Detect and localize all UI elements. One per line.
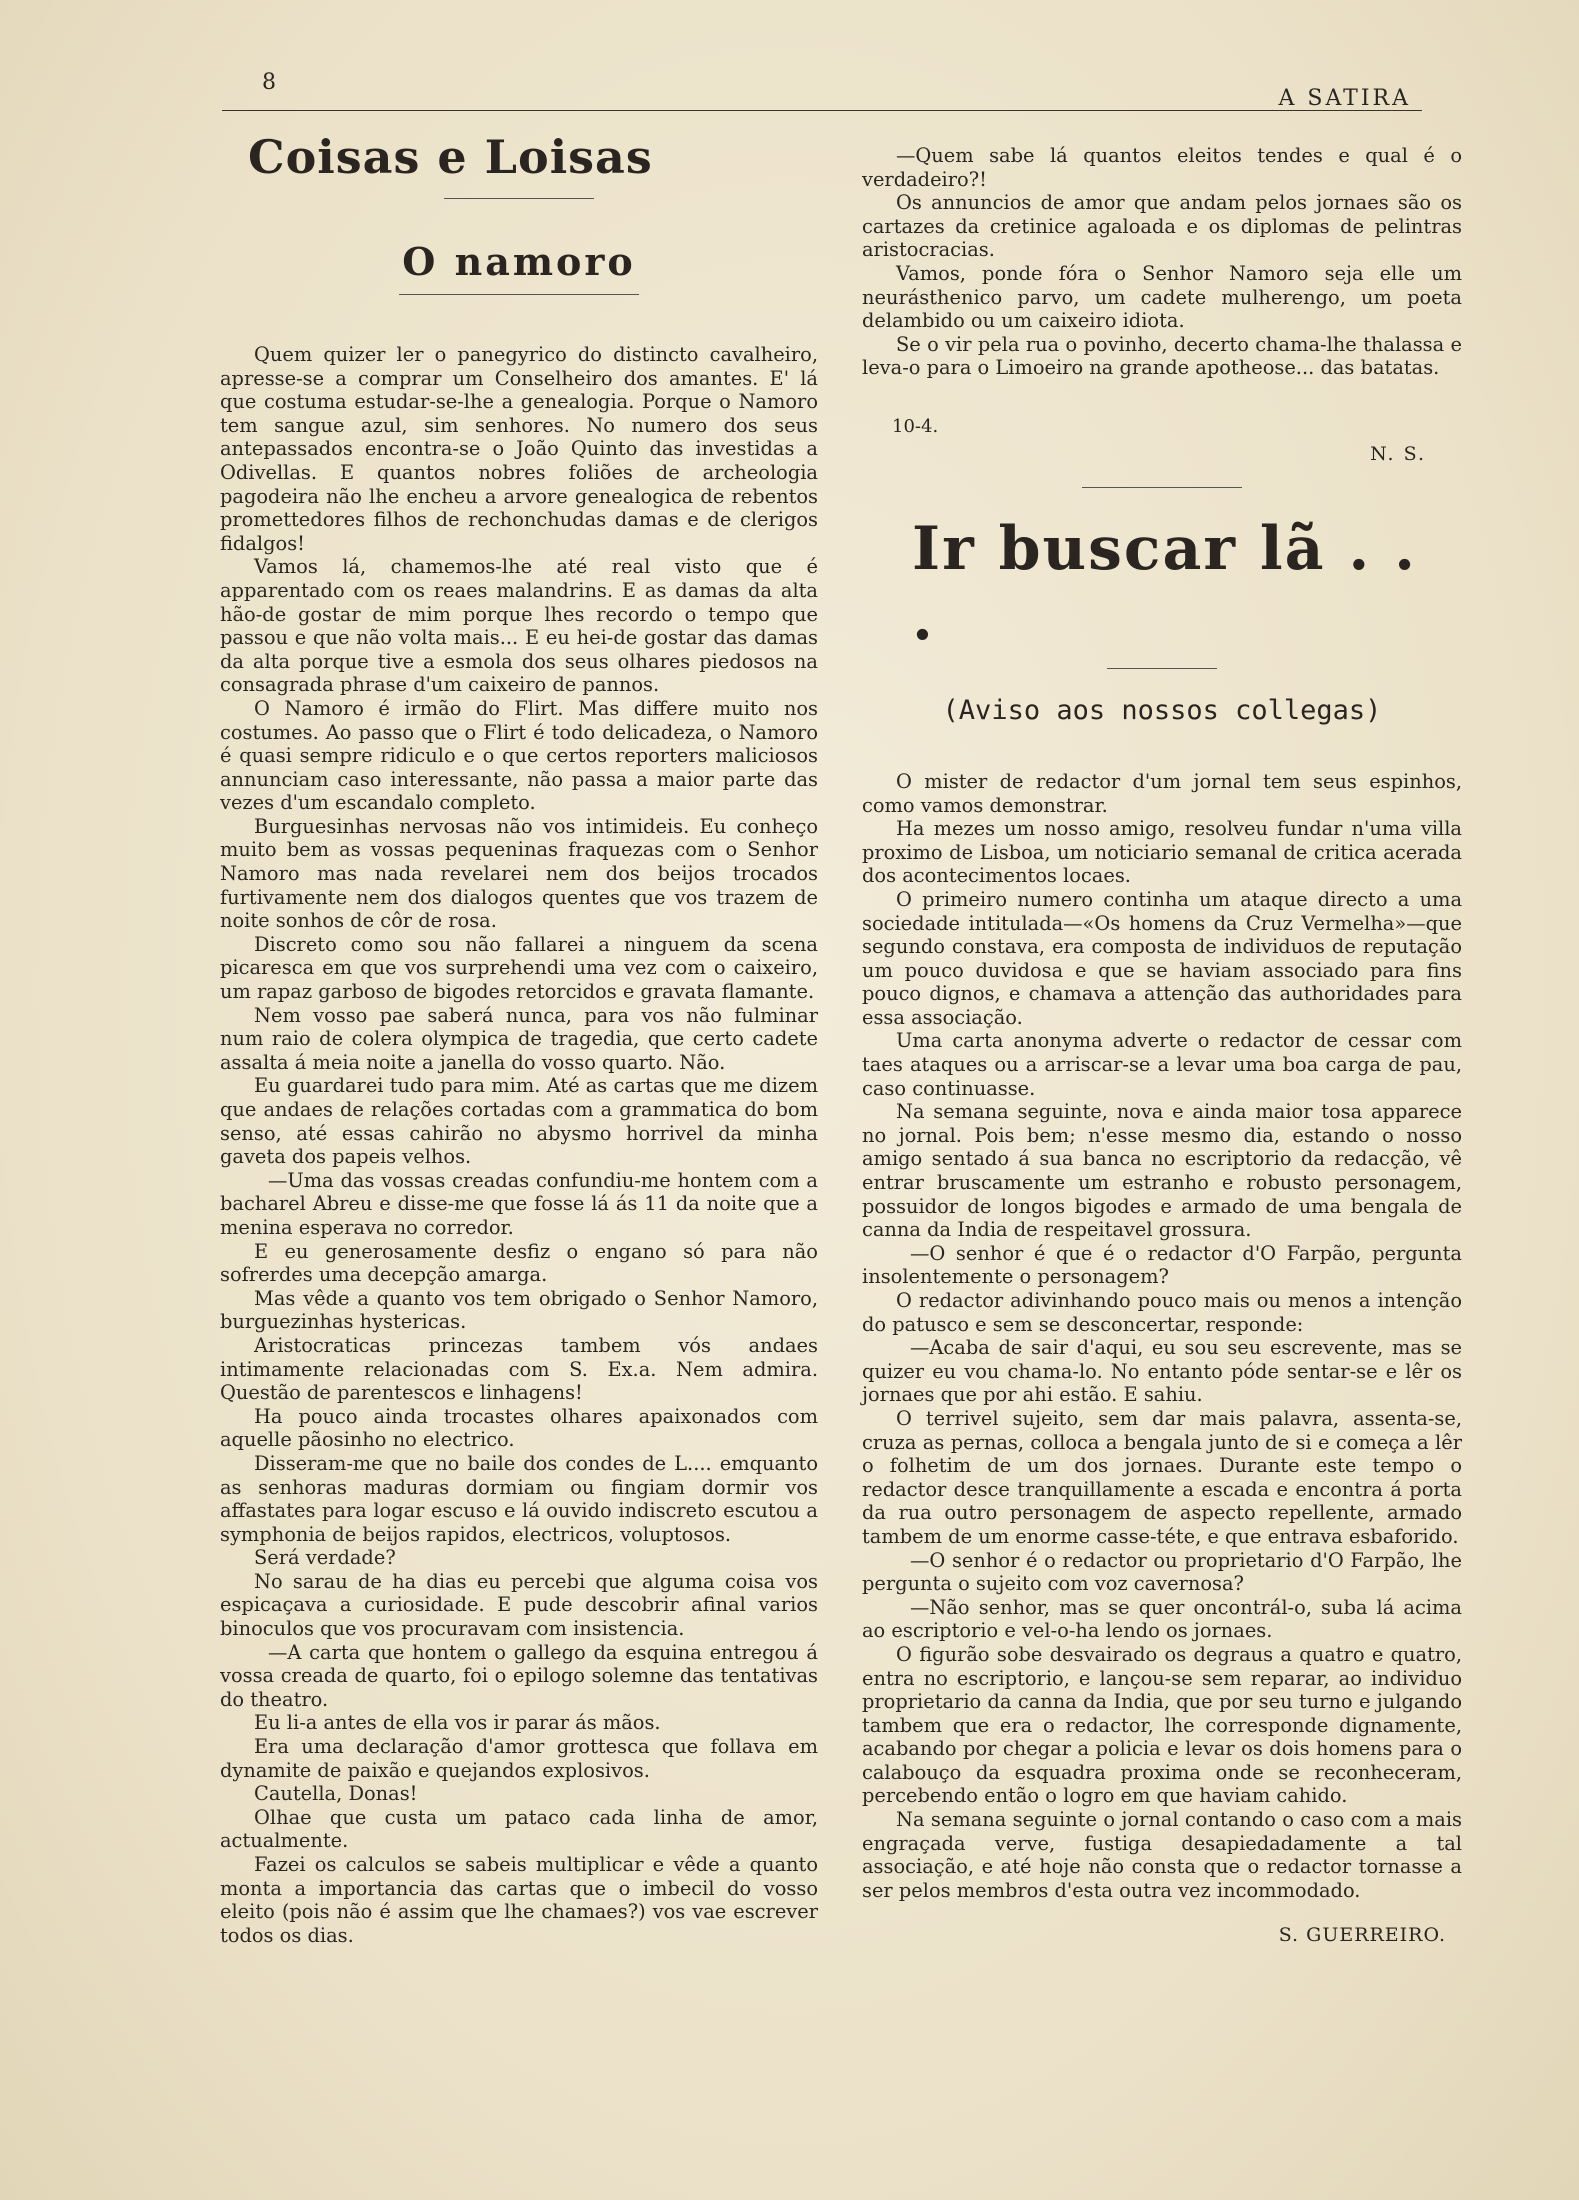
paragraph: Nem vosso pae saberá nunca, para vos não fulminar num raio de colera olympica de tragedia, que certo cadete assalta á meia noite a janella do vosso quarto. Não. bbox=[220, 1003, 818, 1074]
paragraph: Mas vêde a quanto vos tem obrigado o Senhor Namoro, burguezinhas hystericas. bbox=[220, 1286, 818, 1334]
paragraph: O redactor adivinhando pouco mais ou menos a intenção do patusco e sem se desconcertar, responde: bbox=[862, 1289, 1462, 1336]
paragraph: —O senhor é o redactor ou proprietario d'O Farpão, lhe pergunta o sujeito com voz cavernosa? bbox=[862, 1548, 1462, 1596]
paragraph: Fazei os calculos se sabeis multiplicar e vêde a quanto monta a importancia das cartas que o imbecil do vosso eleito (pois não é assim que lhe chamaes?) vos vae escrever todos os dias. bbox=[220, 1853, 818, 1947]
paragraph: Ha pouco ainda trocastes olhares apaixonados com aquelle pãosinho no electrico. bbox=[220, 1404, 818, 1452]
paragraph: Disseram-me que no baile dos condes de L.... emquanto as senhoras maduras dormiam ou fingiam dormir vos affastates para logar escuso e lá ouvido indiscreto escutou a symphonia de beijos rapidos, electricos, voluptosos. bbox=[220, 1451, 818, 1546]
paragraph: Quem quizer ler o panegyrico do distincto cavalheiro, apresse-se a comprar um Conselheiro dos amantes. E' lá que costuma estudar-se-lhe a genealogia. Porque o Namoro tem sangue azul, sim senhores. No numero dos seus antepassados encontra-se o João Quinto das investidas a Odivellas. E quantos nobres foliões de archeologia pagodeira não lhe encheu a arvore genealogica de rebentos promettedores filhos de rechonchudas damas e de clerigos fidalgos! bbox=[220, 343, 818, 555]
right-column bbox=[862, 130, 1462, 1946]
masthead: A SATIRA bbox=[1278, 86, 1411, 111]
paragraph: Discreto como sou não fallarei a ninguem da scena picaresca em que vos surprehendi uma vez com o caixeiro, um rapaz garboso de bigodes retorcidos e gravata flamante. bbox=[220, 932, 818, 1004]
paragraph: —Acaba de sair d'aqui, eu sou seu escrevente, mas se quizer eu vou chama-lo. No entanto póde sentar-se e lêr os jornaes que por ahi estão. E sahiu. bbox=[862, 1336, 1462, 1407]
paragraph: Se o vir pela rua o povinho, decerto chama-lhe thalassa e leva-o para o Limoeiro na grande apotheose... das batatas. bbox=[862, 332, 1462, 380]
paragraph: Na semana seguinte, nova e ainda maior tosa apparece no jornal. Pois bem; n'esse mesmo dia, estando o nosso amigo sentado á sua banca no escriptorio da redacção, vê entrar bruscamente um estranho e robusto personagem, possuidor de longos bigodes e armado de uma bengala de canna da India de respeitavel grossura. bbox=[862, 1100, 1462, 1242]
paragraph: —A carta que hontem o gallego da esquina entregou á vossa creada de quarto, foi o epilogo solemne das tentativas do theatro. bbox=[220, 1640, 818, 1711]
second-article-body bbox=[862, 770, 1462, 1903]
page-number: 8 bbox=[262, 70, 276, 95]
paragraph: No sarau de ha dias eu percebi que alguma coisa vos espicaçava a curiosidade. E pude descobrir afinal varios binoculos que vos procuravam com insistencia. bbox=[220, 1569, 818, 1641]
paragraph: Burguesinhas nervosas não vos intimideis. Eu conheço muito bem as vossas pequeninas fraquezas com o Senhor Namoro mas nada revelarei nem dos beijos trocados furtivamente nem dos dialogos quentes que vos trazem de noite sonhos de côr de rosa. bbox=[220, 814, 818, 933]
second-article-subtitle: (Aviso aos nossos collegas) bbox=[942, 694, 1382, 726]
paragraph: —O senhor é que é o redactor d'O Farpão, pergunta insolentemente o personagem? bbox=[862, 1241, 1462, 1289]
paragraph: Ha mezes um nosso amigo, resolveu fundar n'uma villa proximo de Lisboa, um noticiario semanal de critica acerada dos acontecimentos locaes. bbox=[862, 817, 1462, 888]
paragraph: Os annuncios de amor que andam pelos jornaes são os cartazes da cretinice agaloada e os diplomas de pelintras aristocracias. bbox=[862, 191, 1462, 262]
subtitle-rule bbox=[399, 294, 639, 295]
second-title-rule bbox=[1107, 668, 1217, 669]
paragraph: Uma carta anonyma adverte o redactor de cessar com taes ataques ou a arriscar-se a levar uma boa carga de pau, caso continuasse. bbox=[862, 1029, 1462, 1100]
paragraph: Era uma declaração d'amor grottesca que follava em dynamite de paixão e quejandos explosivos. bbox=[220, 1735, 818, 1782]
paragraph: Será verdade? bbox=[254, 1546, 396, 1570]
paragraph: —Uma das vossas creadas confundiu-me hontem com a bacharel Abreu e disse-me que fosse lá ás 11 da noite que a menina esperava no corredor. bbox=[220, 1168, 818, 1239]
paragraph: O terrivel sujeito, sem dar mais palavra, assenta-se, cruza as pernas, colloca a bengala junto de si e começa a lêr o folhetim de um dos jornaes. Durante este tempo o redactor desce tranquillamente a escada e encontra á porta da rua outro personagem de aspecto repellente, armado tambem de um enorme casse-téte, e que entrava esbaforido. bbox=[862, 1406, 1462, 1548]
paragraph: Na semana seguinte o jornal contando o caso com a mais engraçada verve, fustiga desapiedadamente a tal associação, e até hoje não consta que o redactor tornasse a ser pelos membros d'esta outra vez incommodado. bbox=[862, 1808, 1462, 1902]
left-column bbox=[220, 130, 818, 1947]
article-subtitle: O namoro bbox=[402, 239, 636, 284]
paragraph: Aristocraticas princezas tambem vós andaes intimamente relacionadas com S. Ex.a. Nem admira. Questão de parentescos e linhagens! bbox=[220, 1333, 818, 1405]
paragraph: Cautella, Donas! bbox=[254, 1782, 418, 1806]
article-continuation bbox=[862, 144, 1462, 380]
paragraph: —Quem sabe lá quantos eleitos tendes e qual é o verdadeiro?! bbox=[862, 144, 1462, 191]
title-rule bbox=[444, 198, 594, 199]
article-signature: N. S. bbox=[1370, 442, 1426, 465]
paragraph: O Namoro é irmão do Flirt. Mas differe muito nos costumes. Ao passo que o Flirt é todo delicadeza, o Namoro é quasi sempre ridiculo e o que certos reporters maliciosos annunciam caso interessante, não passa a maior parte das vezes d'um escandalo completo. bbox=[220, 696, 818, 815]
paragraph: O primeiro numero continha um ataque directo a uma sociedade intitulada—«Os homens da Cruz Vermelha»—que segundo constava, era composta de individuos de reputação um pouco duvidosa e que se haviam associado para fins pouco dignos, e chamava a attenção das authoridades para essa associação. bbox=[862, 887, 1462, 1029]
section-rule bbox=[1082, 487, 1242, 488]
paragraph: Eu guardarei tudo para mim. Até as cartas que me dizem que andaes de relações cortadas com a grammatica do bom senso, até essas cahirão no abysmo horrivel da minha gaveta dos papeis velhos. bbox=[220, 1074, 818, 1169]
article-date: 10-4. bbox=[892, 415, 939, 437]
paragraph: Vamos lá, chamemos-lhe até real visto que é apparentado com os reaes malandrins. E as damas da alta hão-de gostar de mim porque lhes recordo o tempo que passou e que não volta mais... E eu hei-de gostar das damas da alta porque tive a esmola dos seus olhares piedosos na consagrada phrase d'um caixeiro de pannos. bbox=[220, 555, 818, 697]
paragraph: Eu li-a antes de ella vos ir parar ás mãos. bbox=[254, 1711, 661, 1735]
paragraph: O figurão sobe desvairado os degraus a quatro e quatro, entra no escriptorio, e lançou-se sem reparar, ao individuo proprietario da canna da India, que por seu turno e julgando tambem que era o redactor, lhe corresponde dignamente, acabando por chegar a policia e levar os dois homens para o calabouço da esquadra proxima onde se reconheceram, percebendo então o logro em que haviam cahido. bbox=[862, 1642, 1462, 1808]
paragraph: Vamos, ponde fóra o Senhor Namoro seja elle um neurásthenico parvo, um cadete mulherengo, um poeta delambido ou um caixeiro idiota. bbox=[862, 261, 1462, 333]
header-rule bbox=[222, 110, 1422, 111]
second-article-title: Ir buscar lã . . . bbox=[912, 513, 1418, 654]
paragraph: Olhae que custa um pataco cada linha de amor, actualmente. bbox=[220, 1805, 818, 1853]
article-body bbox=[220, 343, 818, 1947]
paragraph: O mister de redactor d'um jornal tem seus espinhos, como vamos demonstrar. bbox=[862, 769, 1462, 817]
second-article-signature: S. GUERREIRO. bbox=[1278, 1924, 1446, 1947]
article-title: Coisas e Loisas bbox=[248, 130, 653, 184]
paragraph: —Não senhor, mas se quer oncontrál-o, suba lá acima ao escriptorio e vel-o-ha lendo os jornaes. bbox=[862, 1595, 1462, 1643]
paragraph: E eu generosamente desfiz o engano só para não sofrerdes uma decepção amarga. bbox=[220, 1239, 818, 1287]
